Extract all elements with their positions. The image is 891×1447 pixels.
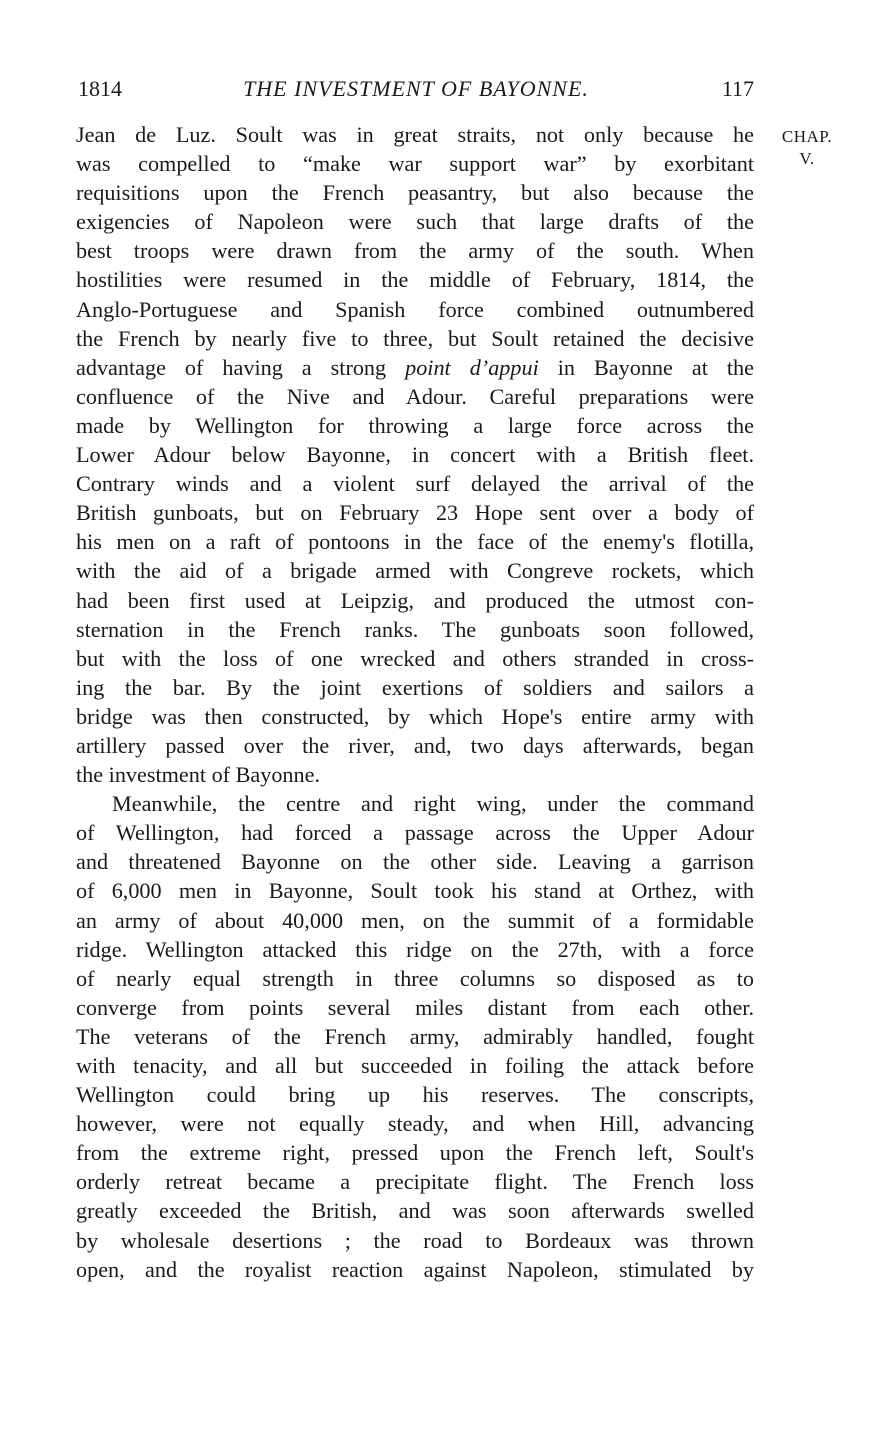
text-line: exigencies of Napoleon were such that large drafts of the <box>76 209 754 235</box>
text-line: requisitions upon the French peasantry, but also because the <box>76 180 754 206</box>
text-line: British gunboats, but on February 23 Hope sent over a body of <box>76 500 754 526</box>
text-line: was compelled to “make war support war” by exorbitant <box>76 151 754 177</box>
text-line: however, were not equally steady, and when Hill, advancing <box>76 1111 754 1137</box>
text-line: Lower Adour below Bayonne, in concert with a British fleet. <box>76 442 754 468</box>
text-segment: advantage of having a strong <box>76 354 406 380</box>
text-line: his men on a raft of pontoons in the face of the enemy's flotilla, <box>76 529 754 555</box>
text-line: greatly exceeded the British, and was soon afterwards swelled <box>76 1198 754 1224</box>
text-line: of nearly equal strength in three columns so disposed as to <box>76 965 754 991</box>
text-line: open, and the royalist reaction against Napoleon, stimulated by <box>76 1256 754 1282</box>
text-line: converge from points several miles distant from each other. <box>76 994 754 1020</box>
text-line: made by Wellington for throwing a large force across the <box>76 412 754 438</box>
text-line: the investment of Bayonne. <box>76 762 321 788</box>
text-line: The veterans of the French army, admirably handled, fought <box>76 1023 754 1049</box>
text-line: sternation in the French ranks. The gunboats soon followed, <box>76 616 754 642</box>
text-line: but with the loss of one wrecked and others stranded in cross- <box>76 645 754 671</box>
header-title: THE INVESTMENT OF BAYONNE. <box>243 76 589 101</box>
chapter-number: V. <box>799 149 815 168</box>
page-number: 117 <box>721 76 754 101</box>
text-line: Jean de Luz. Soult was in great straits, not only because he <box>76 122 754 147</box>
header-year: 1814 <box>78 76 122 101</box>
text-line: best troops were drawn from the army of the south. When <box>76 238 754 264</box>
text-line: Contrary winds and a violent surf delayed the arrival of the <box>76 471 754 497</box>
text-line: of Wellington, had forced a passage across the Upper Adour <box>76 820 754 846</box>
paragraph-2 <box>76 789 754 1284</box>
text-line-with-italic <box>76 353 754 382</box>
text-line: hostilities were resumed in the middle of February, 1814, the <box>76 267 754 293</box>
text-segment: in Bayonne at the <box>538 354 754 380</box>
text-line: Wellington could bring up his reserves. The conscripts, <box>76 1082 754 1108</box>
text-line: Anglo-Portuguese and Spanish force combined outnumbered <box>76 296 754 322</box>
text-line: an army of about 40,000 men, on the summit of a formidable <box>76 907 754 933</box>
text-line: confluence of the Nive and Adour. Careful preparations were <box>76 383 754 409</box>
text-line: from the extreme right, pressed upon the French left, Soult's <box>76 1140 754 1166</box>
body-text <box>76 120 754 1284</box>
text-line: had been first used at Leipzig, and produced the utmost con- <box>76 587 754 613</box>
running-head <box>78 76 754 106</box>
text-line: with the aid of a brigade armed with Congreve rockets, which <box>76 558 754 584</box>
text-line: by wholesale desertions ; the road to Bordeaux was thrown <box>76 1227 754 1253</box>
text-line: bridge was then constructed, by which Hope's entire army with <box>76 703 754 729</box>
italic-phrase: point d’appui <box>405 354 539 380</box>
paragraph-1 <box>76 120 754 789</box>
text-line: Meanwhile, the centre and right wing, under the command <box>112 791 754 817</box>
text-line: and threatened Bayonne on the other side. Leaving a garrison <box>76 849 754 875</box>
text-line: artillery passed over the river, and, two days afterwards, began <box>76 732 754 758</box>
text-line: ridge. Wellington attacked this ridge on the 27th, with a force <box>76 936 754 962</box>
text-line: with tenacity, and all but succeeded in foiling the attack before <box>76 1053 754 1078</box>
chapter-label: CHAP. <box>781 127 833 146</box>
chapter-margin-note <box>772 126 842 170</box>
text-line: of 6,000 men in Bayonne, Soult took his stand at Orthez, with <box>76 878 754 904</box>
text-line: ing the bar. By the joint exertions of soldiers and sailors a <box>76 674 754 700</box>
text-line: orderly retreat became a precipitate flight. The French loss <box>76 1169 754 1195</box>
text-line: the French by nearly five to three, but Soult retained the decisive <box>76 325 754 351</box>
